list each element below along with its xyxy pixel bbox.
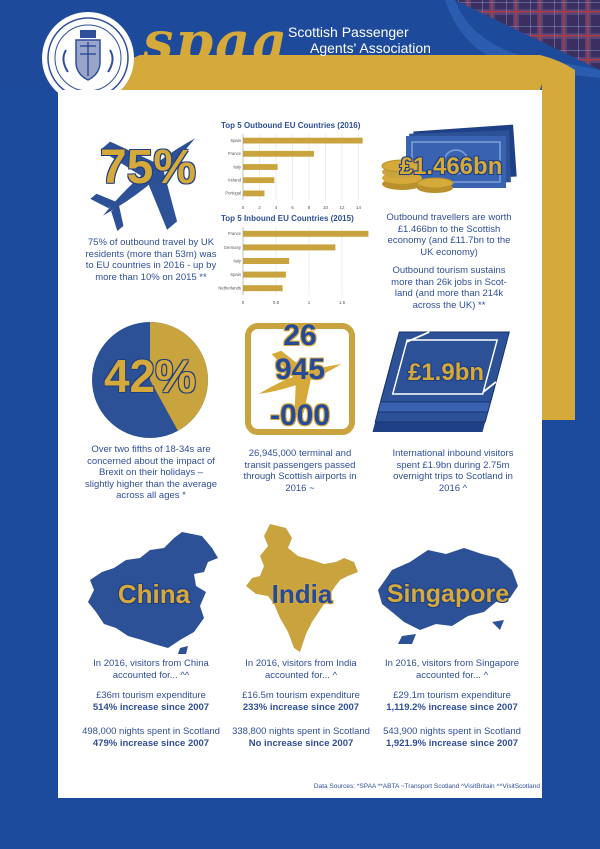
- x-tick-label: 2: [258, 205, 261, 210]
- org-name-line1: Scottish Passenger: [288, 24, 409, 40]
- china-intro: In 2016, visitors from China accounted for... ^^: [93, 658, 209, 681]
- category-label: Italy: [233, 164, 241, 170]
- category-label: France: [227, 231, 241, 237]
- singapore-expenditure: £29.1m tourism expenditure: [393, 690, 511, 701]
- category-label: Germany: [223, 244, 241, 250]
- stat-inbound-text: International inbound visitors spent £1.9bn during 2.75m overnight trips to Scotland in 2016 ^: [392, 448, 514, 494]
- passengers-line1: 26: [283, 319, 317, 352]
- bar-italy: [243, 258, 289, 264]
- x-tick-label: 1: [307, 300, 311, 305]
- bar-france: [243, 231, 368, 237]
- india-label: India: [271, 579, 333, 609]
- passengers-line2: 945: [274, 353, 326, 386]
- bar-italy: [243, 164, 278, 170]
- x-tick-label: 12: [339, 205, 345, 210]
- india-intro: In 2016, visitors from India accounted for... ^: [245, 658, 357, 681]
- x-tick-label: 0: [241, 205, 245, 210]
- x-tick-label: 0: [241, 300, 245, 305]
- china-label: China: [117, 579, 191, 609]
- org-name-line2: Agents' Association: [310, 40, 431, 56]
- org-name: [288, 24, 431, 56]
- india-nights: 338,800 nights spent in Scotland: [232, 726, 370, 737]
- outbound-chart-title: Top 5 Outbound EU Countries (2016): [221, 121, 361, 130]
- india-expenditure: £16.5m tourism expenditure: [242, 690, 360, 701]
- category-label: Spain: [230, 271, 241, 277]
- china-nights-growth: 479% increase since 2007: [92, 738, 210, 749]
- bar-france: [243, 151, 314, 157]
- china-nights: 498,000 nights spent in Scotland: [82, 726, 220, 737]
- category-label: Ireland: [228, 177, 241, 183]
- stat-passengers-text: 26,945,000 terminal and transit passengers passed through Scottish airports in 2016 ~: [243, 448, 357, 494]
- singapore-exp-growth: 1,119.2% increase since 2007: [386, 702, 518, 713]
- category-label: France: [227, 151, 241, 157]
- category-label: Spain: [230, 137, 241, 143]
- stat-money-text1: Outbound travellers are worth £1.466bn to the Scottish economy (and £11.7bn to the UK economy): [386, 212, 512, 258]
- outbound-bar-chart: [221, 132, 381, 212]
- x-tick-label: 4: [274, 205, 278, 210]
- stat-75-text: 75% of outbound travel by UK residents (more than 53m) was to EU countries in 2016 - up by more than 10% on 2015 **: [85, 237, 217, 283]
- x-tick-label: 1.5: [338, 300, 346, 305]
- bar-germany: [243, 244, 335, 250]
- category-label: Portugal: [225, 190, 241, 196]
- inbound-bar-chart: [218, 225, 381, 307]
- singapore-label: Singapore: [386, 580, 510, 608]
- stat-75-value: 75%: [99, 141, 197, 194]
- passengers-line3: -000: [269, 399, 331, 432]
- category-label: Italy: [233, 258, 241, 264]
- bar-ireland: [243, 177, 274, 183]
- x-tick-label: 0.5: [272, 300, 280, 305]
- india-exp-growth: 233% increase since 2007: [242, 702, 360, 713]
- bar-spain: [243, 138, 363, 144]
- bar-netherlands: [243, 285, 283, 291]
- spaa-logo-text: spaa: [143, 9, 290, 73]
- data-sources: Data Sources: *SPAA **ABTA ~Transport Scotland ^VisitBritain ^^VisitScotland: [313, 783, 540, 790]
- stat-money-text2: Outbound tourism sustains more than 26k jobs in Scot-land (and more than 214k across the UK) **: [391, 265, 507, 311]
- x-tick-label: 14: [355, 205, 362, 210]
- singapore-nights-growth: 1,921.9% increase since 2007: [385, 738, 519, 749]
- india-nights-growth: No increase since 2007: [248, 738, 354, 749]
- x-tick-label: 6: [291, 205, 294, 210]
- china-expenditure: £36m tourism expenditure: [96, 690, 206, 701]
- stat-42-value: 42%: [103, 350, 197, 402]
- x-tick-label: 10: [322, 205, 329, 210]
- singapore-intro: In 2016, visitors from Singapore accounted for... ^: [384, 658, 520, 681]
- stat-42-text: Over two fifths of 18-34s are concerned about the impact of Brexit on their holidays – slightly higher than the average across all ages *: [84, 444, 218, 501]
- stat-money-value: £1.466bn: [399, 153, 503, 180]
- x-tick-label: 8: [307, 205, 311, 210]
- stat-inbound-value: £1.9bn: [407, 359, 485, 386]
- inbound-chart-title: Top 5 Inbound EU Countries (2015): [221, 214, 354, 223]
- singapore-nights: 543,900 nights spent in Scotland: [383, 726, 521, 737]
- bar-spain: [243, 272, 286, 278]
- china-exp-growth: 514% increase since 2007: [92, 702, 210, 713]
- category-label: Netherlands: [218, 285, 241, 291]
- bar-portugal: [243, 190, 264, 196]
